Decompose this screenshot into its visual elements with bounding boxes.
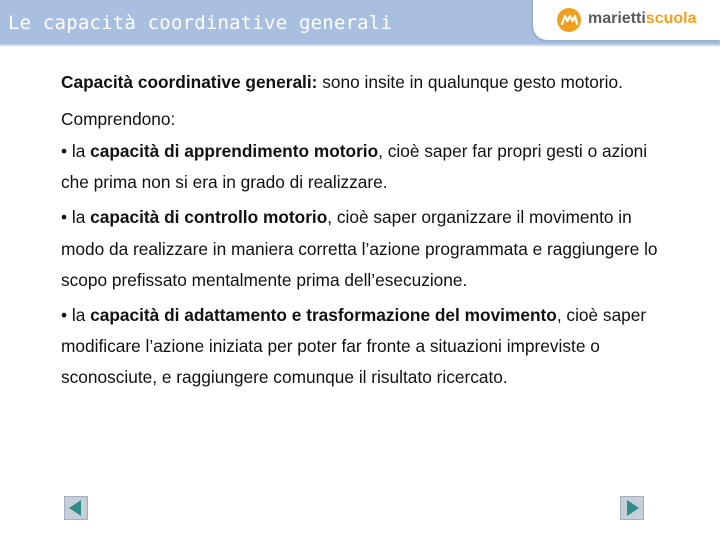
slide-body [61, 70, 661, 394]
list-label: Comprendono: [61, 109, 176, 129]
list-item [61, 136, 661, 198]
logo-wordmark [588, 10, 696, 28]
slide-title: Le capacità coordinative generali [8, 12, 393, 34]
publisher-logo [533, 0, 720, 40]
list-item-text: , cioè saper organizzare il movimento in modo da realizzare in maniera corretta l’azione programmata e raggiungere lo scopo prefissato mentalmente prima dell’esecuzione. [61, 207, 658, 290]
logo-word-scuola: scuola [645, 10, 697, 27]
list-item-text: , cioè saper modificare l’azione iniziata per poter far fronte a situazioni impreviste o sconosciute, e raggiungere comunque il risultato ricercato. [61, 305, 647, 388]
logo-word-marietti: marietti [588, 10, 646, 27]
next-slide-button[interactable] [620, 496, 644, 520]
list-item-term: capacità di apprendimento motorio [90, 141, 379, 161]
list-item [61, 300, 661, 394]
list-item-term: capacità di adattamento e trasformazione del movimento [90, 305, 557, 326]
list-item-prefix: • la [61, 305, 91, 326]
intro-paragraph [61, 70, 661, 94]
triangle-right-icon [621, 497, 643, 519]
list-item-term: capacità di controllo motorio [90, 207, 328, 228]
header-divider [0, 44, 720, 46]
intro-term: Capacità coordinative generali: [61, 72, 318, 92]
marietti-logo-icon [557, 8, 581, 32]
previous-slide-button[interactable] [64, 496, 88, 520]
list-item [61, 202, 661, 296]
triangle-left-icon [65, 497, 87, 519]
list-item-prefix: • la [61, 141, 91, 161]
intro-text: sono insite in qualunque gesto motorio. [317, 72, 623, 92]
list-item-prefix: • la [61, 207, 91, 228]
list-item-text: , cioè saper far propri gesti o azioni che prima non si era in grado di realizzare. [61, 141, 648, 193]
